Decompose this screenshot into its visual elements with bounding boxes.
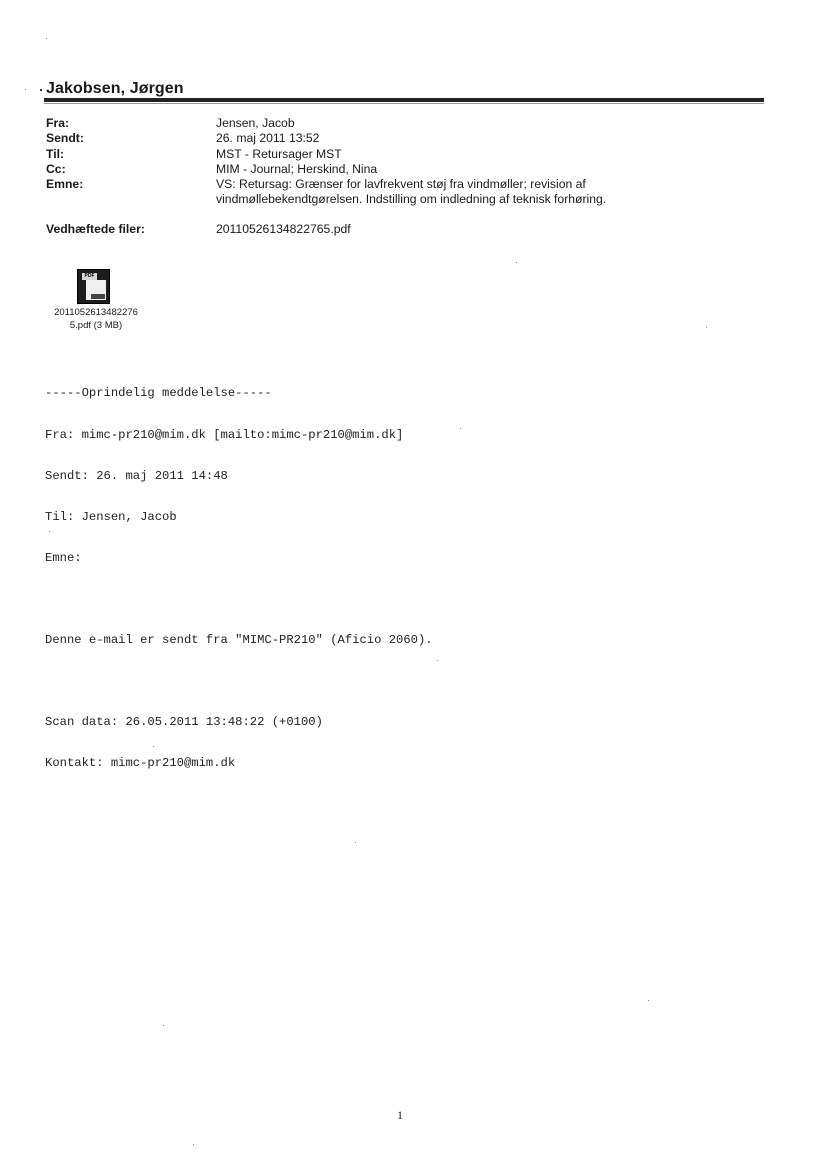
blank-line xyxy=(45,593,433,607)
scan-speck xyxy=(355,842,356,843)
scan-speck xyxy=(163,1025,164,1026)
field-value: MST - Retursager MST xyxy=(216,146,342,161)
pdf-tag: PDF xyxy=(82,273,97,280)
scan-speck xyxy=(153,746,154,747)
header-rule xyxy=(44,98,764,102)
attachment-caption[interactable] xyxy=(44,307,148,332)
forward-sent: Sendt: 26. maj 2011 14:48 xyxy=(45,468,228,483)
attachments-label: Vedhæftede filer: xyxy=(46,222,145,236)
scan-speck xyxy=(648,1000,649,1001)
field-value: 26. maj 2011 13:52 xyxy=(216,131,320,146)
forward-separator: -----Oprindelig meddelelse----- xyxy=(45,386,272,401)
scan-speck xyxy=(516,262,517,263)
scan-speck xyxy=(25,89,26,90)
scan-speck xyxy=(437,660,438,661)
scan-speck xyxy=(460,428,461,429)
attachment-caption-line-2: 5.pdf (3 MB) xyxy=(69,319,123,331)
forward-to: Til: Jensen, Jacob xyxy=(45,509,177,524)
scan-data: Scan data: 26.05.2011 13:48:22 (+0100) xyxy=(45,715,323,730)
field-label: Emne: xyxy=(46,177,84,192)
blank-line xyxy=(45,675,433,689)
page-number: 1 xyxy=(397,1108,403,1122)
field-value: Jensen, Jacob xyxy=(216,116,295,130)
subject-line-2: vindmøllebekendtgørelsen. Indstilling om indledning af teknisk forhøring. xyxy=(216,192,607,207)
scan-speck xyxy=(706,327,707,328)
forwarded-message xyxy=(45,360,433,798)
forward-from: Fra: mimc-pr210@mim.dk [mailto:mimc-pr210@mim.dk] xyxy=(45,427,404,442)
forward-subject: Emne: xyxy=(45,550,82,565)
subject-line-1: VS: Retursag: Grænser for lavfrekvent støj fra vindmøller; revision af xyxy=(216,177,586,192)
field-value xyxy=(216,177,706,208)
field-label: Fra: xyxy=(46,116,70,130)
adobe-band xyxy=(91,294,105,299)
email-header-fields xyxy=(46,116,706,208)
field-cc xyxy=(46,162,706,177)
field-sent xyxy=(46,131,706,146)
field-from xyxy=(46,116,706,131)
contact: Kontakt: mimc-pr210@mim.dk xyxy=(45,756,236,771)
field-subject xyxy=(46,177,706,208)
scan-speck xyxy=(193,1144,194,1145)
attachment-caption-line-1: 2011052613482276 xyxy=(54,307,138,318)
scan-speck xyxy=(49,531,50,532)
pdf-file-icon[interactable] xyxy=(77,269,110,304)
attachments-value[interactable]: 20110526134822765.pdf xyxy=(216,222,351,236)
header-rule-shadow xyxy=(44,103,764,104)
attachments-row xyxy=(46,222,351,236)
scan-mark xyxy=(40,89,42,91)
field-value: MIM - Journal; Herskind, Nina xyxy=(216,161,378,176)
field-label: Cc: xyxy=(46,161,66,176)
field-label: Sendt: xyxy=(46,131,84,146)
sender-heading: Jakobsen, Jørgen xyxy=(46,80,184,97)
scan-speck xyxy=(46,38,47,39)
field-label: Til: xyxy=(46,146,65,161)
field-to xyxy=(46,147,706,162)
forward-body: Denne e-mail er sendt fra "MIMC-PR210" (Aficio 2060). xyxy=(45,632,433,647)
